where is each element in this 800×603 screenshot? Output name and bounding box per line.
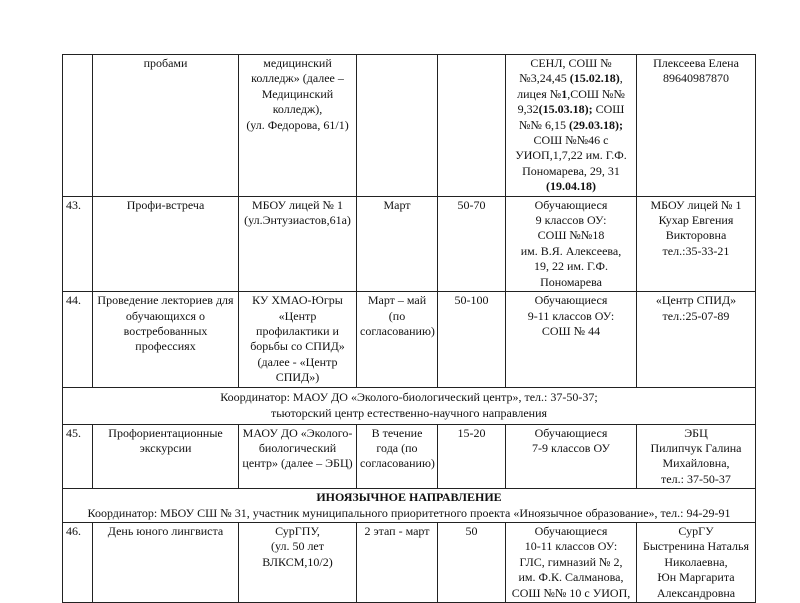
- date-segment: (15.03.18);: [538, 102, 593, 117]
- participants-line: 9 классов ОУ:: [535, 213, 607, 228]
- place-line: ВЛКСМ,10/2): [262, 554, 333, 569]
- participants-line: 10-11 классов ОУ:: [524, 539, 618, 554]
- text-segment: СОШ №№ 6,15: [519, 102, 625, 132]
- participant-count: 50-100: [438, 292, 506, 387]
- place-line: колледж),: [272, 102, 323, 117]
- responsible: [637, 522, 756, 602]
- event-date: Март: [357, 196, 438, 291]
- text-segment: СОШ №№46 с УИОП,1,7,22 им. Г.Ф. Пономарева, 29, 31: [515, 133, 627, 178]
- participants-line: Пономарева: [540, 274, 602, 289]
- place-line: профилактики и: [256, 323, 339, 338]
- participants-line: им. В.Я. Алексеева,: [520, 243, 622, 258]
- place-line: (ул. Федорова, 61/1): [246, 117, 349, 132]
- place-line: медицинский: [263, 56, 332, 70]
- responsible-line: «Центр СПИД»: [655, 293, 737, 308]
- participants-line: им. Ф.К. Салманова,: [518, 570, 624, 585]
- event-place: [239, 196, 357, 291]
- event-place: [239, 292, 357, 387]
- responsible-line: МБОУ лицей № 1: [650, 197, 742, 212]
- responsible: [637, 292, 756, 387]
- participants: [506, 196, 637, 291]
- table-row: [63, 292, 756, 387]
- participants-line: Обучающиеся: [534, 197, 608, 212]
- event-place: [239, 522, 357, 602]
- date-segment: (15.02.18): [569, 71, 620, 86]
- participants: [506, 424, 637, 489]
- responsible-line: Кухар Евгения: [658, 213, 734, 228]
- event-date: 2 этап - март: [357, 522, 438, 602]
- event-date: Март – май (по согласованию): [357, 292, 438, 387]
- place-line: КУ ХМАО-Югры: [252, 293, 343, 308]
- row-number: 43.: [63, 196, 93, 291]
- responsible-line: Плексеева Елена: [653, 56, 739, 70]
- participants-line: ГЛС, гимназий № 2,: [519, 554, 623, 569]
- event-place: [239, 55, 357, 197]
- event-name: пробами: [93, 55, 239, 197]
- coordinator-line: тьюторский центр естественно-научного направления: [270, 405, 548, 420]
- responsible-line: ЭБЦ: [684, 425, 708, 440]
- participants-line: Обучающиеся: [534, 425, 608, 440]
- participants-line: Обучающиеся: [534, 523, 608, 538]
- place-line: (ул. 50 лет: [270, 539, 324, 554]
- event-date: В течение года (по согласованию): [357, 424, 438, 489]
- row-number: 46.: [63, 522, 93, 602]
- events-table: [62, 54, 756, 603]
- row-number: [63, 55, 93, 197]
- participants-line: СОШ № 44: [541, 323, 601, 338]
- participant-count: [438, 55, 506, 197]
- event-place: МАОУ ДО «Эколого-биологический центр» (далее – ЭБЦ): [239, 424, 357, 489]
- date-segment: (19.04.18): [546, 179, 596, 194]
- place-line: (далее - «Центр: [257, 354, 338, 369]
- place-line: СПИД»): [275, 370, 320, 385]
- responsible-line: 89640987870: [663, 71, 729, 86]
- section-foreign-language: [63, 489, 756, 523]
- section-coordinator: Координатор: МБОУ СШ № 31, участник муниципального приоритетного проекта «Иноязычное образование», тел.: 94-29-91: [87, 505, 731, 520]
- responsible-line: Пилипчук Галина: [650, 440, 742, 455]
- section-row: [63, 489, 756, 523]
- participant-count: 15-20: [438, 424, 506, 489]
- responsible-line: Михайловна,: [662, 456, 730, 471]
- coordinator-line: Координатор: МАОУ ДО «Эколого-биологический центр», тел.: 37-50-37;: [220, 390, 598, 405]
- participants-line: СОШ №№18: [537, 228, 605, 243]
- participants: [506, 292, 637, 387]
- text-segment: ,СОШ №№ 9,32: [517, 86, 625, 117]
- responsible-line: Александровна: [656, 585, 736, 600]
- table-row: [63, 196, 756, 291]
- place-line: (ул.Энтузиастов,61а): [244, 213, 351, 228]
- coordinator-ebc: [63, 387, 756, 424]
- participant-count: 50-70: [438, 196, 506, 291]
- text-segment: , лицея №: [517, 71, 623, 101]
- responsible: [637, 424, 756, 489]
- event-name: Профориентационные экскурсии: [93, 424, 239, 489]
- row-number: 44.: [63, 292, 93, 387]
- participants-line: 19, 22 им. Г.Ф.: [533, 259, 609, 274]
- text-segment: №№3,24,45: [519, 56, 612, 86]
- place-line: МБОУ лицей № 1: [252, 197, 343, 212]
- responsible-line: тел.:25-07-89: [662, 308, 730, 323]
- responsible-line: СурГУ: [678, 523, 714, 538]
- participants-line: Обучающиеся: [534, 293, 608, 308]
- responsible-line: Быстренина Наталья: [642, 539, 750, 554]
- date-segment: (29.03.18);: [568, 117, 623, 132]
- place-line: СурГПУ,: [275, 523, 320, 538]
- place-line: борьбы со СПИД»: [250, 339, 345, 354]
- participants-line: 7-9 классов ОУ: [532, 440, 610, 455]
- participants-line: 9-11 классов ОУ:: [527, 308, 615, 323]
- responsible-line: Викторовна: [665, 228, 727, 243]
- table-row: [63, 522, 756, 602]
- place-line: «Центр: [278, 308, 317, 323]
- event-name: Проведение лекториев для обучающихся о востребованных профессиях: [93, 292, 239, 387]
- event-date: [357, 55, 438, 197]
- responsible-line: тел.:35-33-21: [662, 243, 730, 258]
- place-line: колледж» (далее –: [251, 71, 344, 86]
- coordinator-row: [63, 387, 756, 424]
- text-segment: СЕНЛ, СОШ: [530, 56, 601, 70]
- participants: [506, 522, 637, 602]
- event-name: День юного лингвиста: [93, 522, 239, 602]
- participants-line: СОШ №№ 10 с УИОП,: [511, 585, 631, 600]
- event-name: Профи-встреча: [93, 196, 239, 291]
- participant-count: 50: [438, 522, 506, 602]
- responsible-line: Юн Маргарита: [657, 570, 735, 585]
- section-title: ИНОЯЗЫЧНОЕ НАПРАВЛЕНИЕ: [316, 490, 502, 505]
- table-row: [63, 424, 756, 489]
- text-segment: 1: [561, 86, 568, 101]
- responsible: [637, 55, 756, 197]
- place-line: Медицинский: [261, 86, 334, 101]
- responsible: [637, 196, 756, 291]
- row-number: 45.: [63, 424, 93, 489]
- responsible-line: Николаевна,: [664, 554, 728, 569]
- participants: [506, 55, 637, 197]
- table-row: [63, 55, 756, 197]
- responsible-line: тел.: 37-50-37: [661, 471, 731, 486]
